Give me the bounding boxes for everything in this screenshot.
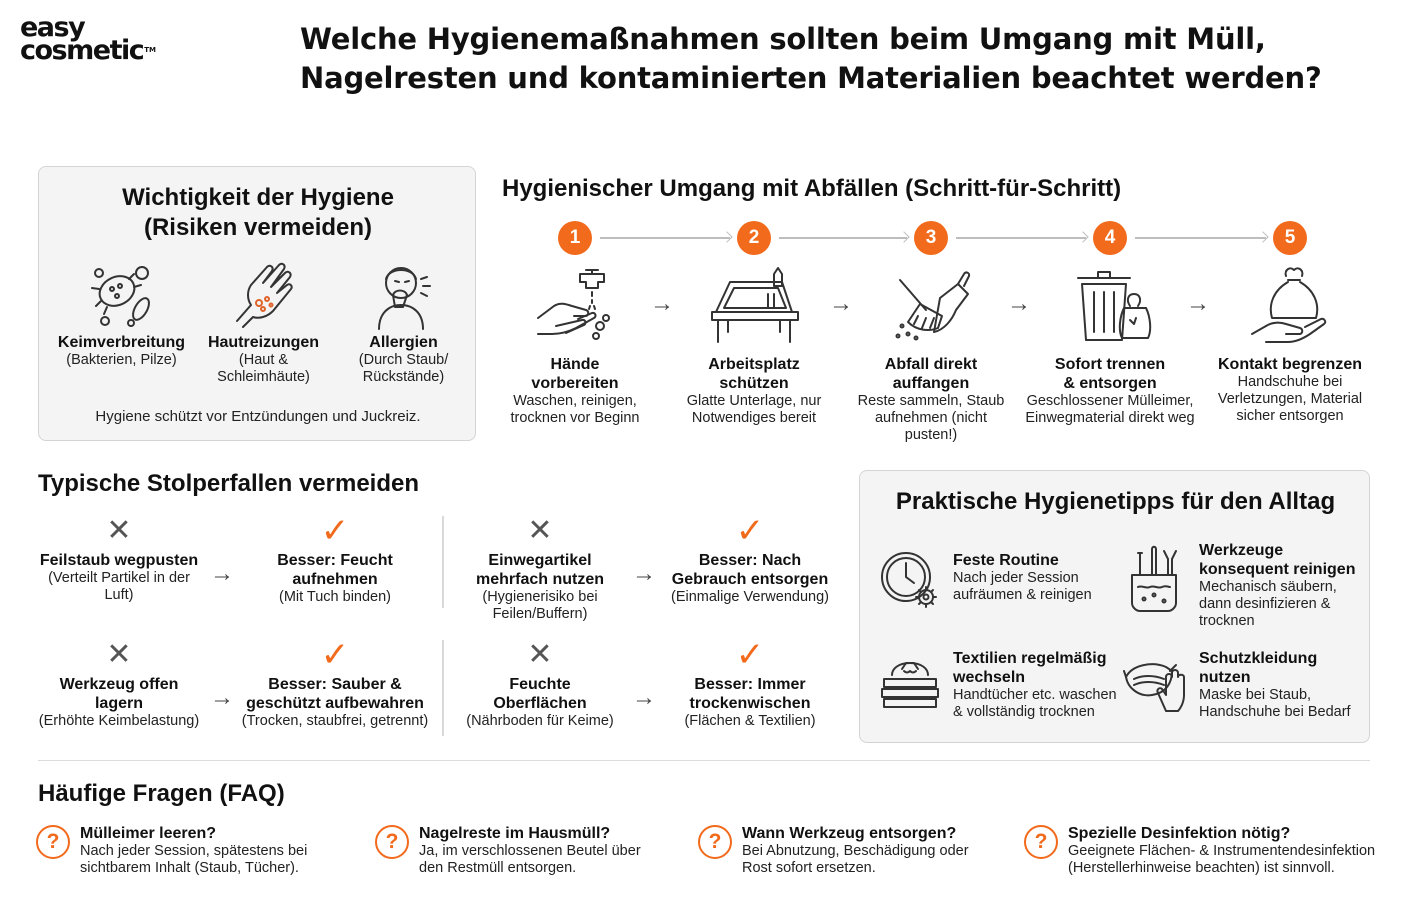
step-desc: Einwegmaterial direkt weg (1025, 410, 1195, 426)
step-desc: trocknen vor Beginn (510, 410, 640, 426)
faq-answer: Nach jeder Session, spätestens bei (80, 843, 308, 859)
check-icon: ✓ (320, 635, 350, 675)
tip-1 (953, 551, 1123, 604)
step-1-text (495, 355, 655, 427)
step-number-5: 5 (1273, 221, 1307, 255)
step-desc: Notwendiges bereit (691, 410, 817, 426)
importance-footer: Hygiene schützt vor Entzündungen und Juckreiz. (95, 408, 421, 425)
step-desc: Reste sammeln, Staub (857, 393, 1005, 409)
step-arrow: → (1007, 290, 1031, 317)
step-desc: Verletzungen, Material (1217, 391, 1363, 407)
pitfall-good-title: geschützt aufbewahren (246, 695, 424, 712)
pitfall-good-sub: (Flächen & Textilien) (684, 713, 816, 729)
importance-item-sub: Rückstände) (362, 369, 445, 385)
step-arrow: → (1186, 290, 1210, 317)
cross-icon: ✕ (527, 637, 553, 672)
brand-logo (20, 12, 156, 66)
pitfall-good-title: Besser: Immer (694, 676, 806, 693)
pitfalls-title: Typische Stolperfallen vermeiden (38, 470, 420, 497)
faq-item (419, 824, 689, 877)
pitfall-good (668, 511, 832, 606)
pitfall-bad-title: Oberflächen (493, 695, 587, 712)
tip-title: Feste Routine (953, 552, 1059, 569)
pitfall-bad-title: lagern (94, 695, 143, 712)
step-connector (1135, 237, 1266, 239)
pitfall-bad-title: Feuchte (509, 676, 571, 693)
faq-answer: (Herstellerhinweise beachten) ist sinnvoll. (1068, 860, 1335, 876)
step-title: & entsorgen (1063, 375, 1157, 392)
step-4-text (1020, 355, 1200, 427)
step-5-text (1206, 355, 1374, 425)
tip-title: Schutzkleidung (1199, 650, 1318, 667)
faq-answer: Bei Abnutzung, Beschädigung oder (742, 843, 969, 859)
faq-title: Häufige Fragen (FAQ) (38, 780, 285, 807)
tip-4 (1199, 649, 1369, 721)
question-icon: ? (1024, 825, 1058, 859)
tips-title: Praktische Hygienetipps für den Alltag (895, 488, 1336, 515)
pitfall-bad-title: Feilstaub wegpusten (39, 552, 199, 569)
importance-item-title: Hautreizungen (207, 334, 320, 351)
pitfall-good (248, 511, 422, 606)
step-number-3: 3 (914, 221, 948, 255)
worktable-icon (708, 264, 800, 348)
tip-desc: Mechanisch säubern, (1199, 579, 1337, 595)
step-title: Hände (550, 356, 600, 373)
importance-item-skin (191, 259, 336, 386)
pitfall-good-title: Besser: Feucht (277, 552, 393, 569)
pitfall-good-title: Besser: Nach (698, 552, 802, 569)
pitfall-bad (34, 514, 204, 604)
pitfall-good-sub: (Einmalige Verwendung) (671, 589, 829, 605)
step-desc: sicher entsorgen (1236, 408, 1344, 424)
faq-answer: Ja, im verschlossenen Beutel über (419, 843, 641, 859)
step-title: Arbeitsplatz (708, 356, 800, 373)
pitfall-bad-title: Werkzeug offen (59, 676, 179, 693)
step-desc: aufnehmen (nicht (874, 410, 988, 426)
faq-question: Wann Werkzeug entsorgen? (742, 825, 957, 842)
tip-title: Werkzeuge (1199, 542, 1284, 559)
tip-desc: Handtücher etc. waschen (953, 687, 1117, 703)
tip-desc: & vollständig trocknen (953, 704, 1095, 720)
importance-item-allergies (331, 259, 476, 386)
importance-panel (38, 166, 476, 441)
faq-answer: Rost sofort ersetzen. (742, 860, 876, 876)
pitfall-arrow: → (632, 684, 656, 711)
step-desc: Geschlossener Mülleimer, (1026, 393, 1194, 409)
importance-item-germs (49, 259, 194, 369)
bacteria-icon (87, 259, 157, 331)
pitfall-bad-sub: (Verteilt Partikel in der (48, 570, 190, 586)
importance-title-line1: Wichtigkeit der Hygiene (122, 184, 394, 211)
question-icon: ? (36, 825, 70, 859)
cross-icon: ✕ (106, 513, 132, 548)
pitfall-arrow: → (632, 560, 656, 587)
clock-gear-icon (878, 547, 942, 611)
importance-item-sub: (Durch Staub/ (358, 352, 449, 368)
importance-item-title: Keimverbreitung (57, 334, 186, 351)
tip-3 (953, 649, 1128, 721)
importance-item-sub: (Haut & (238, 352, 289, 368)
sneezing-person-icon (369, 259, 439, 331)
pitfall-good-title: aufnehmen (292, 571, 378, 588)
importance-title (39, 183, 477, 243)
faq-answer: den Restmüll entsorgen. (419, 860, 577, 876)
faq-question: Spezielle Desinfektion nötig? (1068, 825, 1291, 842)
step-desc: pusten!) (904, 427, 958, 443)
pitfall-bad-sub: (Erhöhte Keimbelastung) (38, 713, 200, 729)
pitfall-good-sub: (Mit Tuch binden) (278, 589, 392, 605)
cross-icon: ✕ (527, 513, 553, 548)
faq-question: Nagelreste im Hausmüll? (419, 825, 611, 842)
tip-title: Textilien regelmäßig (953, 650, 1107, 667)
step-desc: Handschuhe bei (1237, 374, 1343, 390)
step-number-2: 2 (737, 221, 771, 255)
logo-line1: easy (20, 12, 85, 43)
faq-question: Mülleimer leeren? (80, 825, 217, 842)
faq-item (742, 824, 1012, 877)
question-icon: ? (698, 825, 732, 859)
tip-title: wechseln (953, 669, 1026, 686)
pitfall-bad-sub: (Hygienerisiko bei (482, 589, 598, 605)
cross-icon: ✕ (106, 637, 132, 672)
tip-desc: Maske bei Staub, (1199, 687, 1312, 703)
trash-bin-icon (1070, 264, 1154, 348)
tip-desc: Handschuhe bei Bedarf (1199, 704, 1351, 720)
tip-desc: dann desinfizieren & (1199, 596, 1331, 612)
question-icon: ? (375, 825, 409, 859)
step-title: Sofort trennen (1054, 356, 1166, 373)
tip-2 (1199, 541, 1369, 630)
step-desc: Waschen, reinigen, (513, 393, 637, 409)
pitfall-good-title: trockenwischen (689, 695, 811, 712)
step-title: auffangen (892, 375, 970, 392)
pitfall-bad (456, 638, 624, 730)
step-number-4: 4 (1093, 221, 1127, 255)
step-2-text (670, 355, 838, 427)
tip-title: nutzen (1199, 669, 1251, 686)
tips-panel (859, 470, 1370, 743)
pitfall-good-sub: (Trocken, staubfrei, getrennt) (241, 713, 429, 729)
check-icon: ✓ (735, 635, 765, 675)
pitfall-bad-title: mehrfach nutzen (475, 571, 604, 588)
tip-title: konsequent reinigen (1199, 561, 1356, 578)
step-title: schützen (719, 375, 789, 392)
importance-item-title: Allergien (369, 334, 438, 351)
pitfall-bad-sub: Luft) (104, 587, 134, 603)
pitfalls-divider (442, 640, 444, 736)
page-title-line2: Nagelresten und kontaminierten Materialien beachtet werden? (300, 61, 1322, 95)
step-connector (956, 237, 1086, 239)
tip-desc: aufräumen & reinigen (953, 587, 1092, 603)
step-arrow: → (650, 290, 674, 317)
tip-desc: trocknen (1199, 613, 1255, 629)
page-title (300, 20, 1380, 98)
handwash-icon (534, 264, 618, 348)
pitfall-arrow: → (210, 560, 234, 587)
towels-icon (878, 651, 942, 715)
importance-title-line2: (Risiken vermeiden) (143, 214, 373, 241)
logo-tm: TM (144, 46, 156, 54)
faq-answer: Geeignete Flächen- & Instrumentendesinfektion (1068, 843, 1376, 859)
pitfalls-divider (442, 516, 444, 608)
tools-cup-icon (1124, 545, 1184, 613)
pitfall-good-title: Gebrauch entsorgen (671, 571, 829, 588)
faq-item (1068, 824, 1398, 877)
pitfall-bad-sub: (Nährboden für Keime) (466, 713, 614, 729)
step-arrow: → (829, 290, 853, 317)
step-connector (779, 237, 907, 239)
hand-bag-icon (1248, 264, 1332, 348)
pitfall-good (668, 635, 832, 730)
pitfall-bad-title: Einwegartikel (488, 552, 592, 569)
mask-gloves-icon (1122, 651, 1194, 715)
step-title: Kontakt begrenzen (1217, 356, 1362, 373)
step-connector (600, 237, 730, 239)
steps-title: Hygienischer Umgang mit Abfällen (Schritt-für-Schritt) (502, 175, 1122, 202)
pitfall-bad-sub: Feilen/Buffern) (492, 606, 588, 622)
step-title: Abfall direkt (884, 356, 978, 373)
tip-desc: Nach jeder Session (953, 570, 1079, 586)
pitfall-bad (456, 514, 624, 623)
check-icon: ✓ (735, 511, 765, 551)
section-divider (38, 760, 1370, 761)
step-desc: Glatte Unterlage, nur (686, 393, 822, 409)
logo-line2: cosmetic™ (20, 35, 156, 66)
pitfall-bad (34, 638, 204, 730)
faq-answer: sichtbarem Inhalt (Staub, Tücher). (80, 860, 299, 876)
page-title-line1: Welche Hygienemaßnahmen sollten beim Umgang mit Müll, (300, 22, 1266, 56)
step-number-1: 1 (558, 221, 592, 255)
step-3-text (848, 355, 1014, 444)
check-icon: ✓ (320, 511, 350, 551)
step-title: vorbereiten (531, 375, 619, 392)
faq-item (80, 824, 360, 877)
importance-item-sub: (Bakterien, Pilze) (66, 352, 177, 368)
irritated-hand-icon (229, 259, 299, 331)
pitfall-arrow: → (210, 684, 234, 711)
dustpan-icon (890, 264, 974, 348)
pitfall-good-title: Besser: Sauber & (268, 676, 402, 693)
pitfall-good (236, 635, 434, 730)
importance-item-sub: Schleimhäute) (217, 369, 310, 385)
